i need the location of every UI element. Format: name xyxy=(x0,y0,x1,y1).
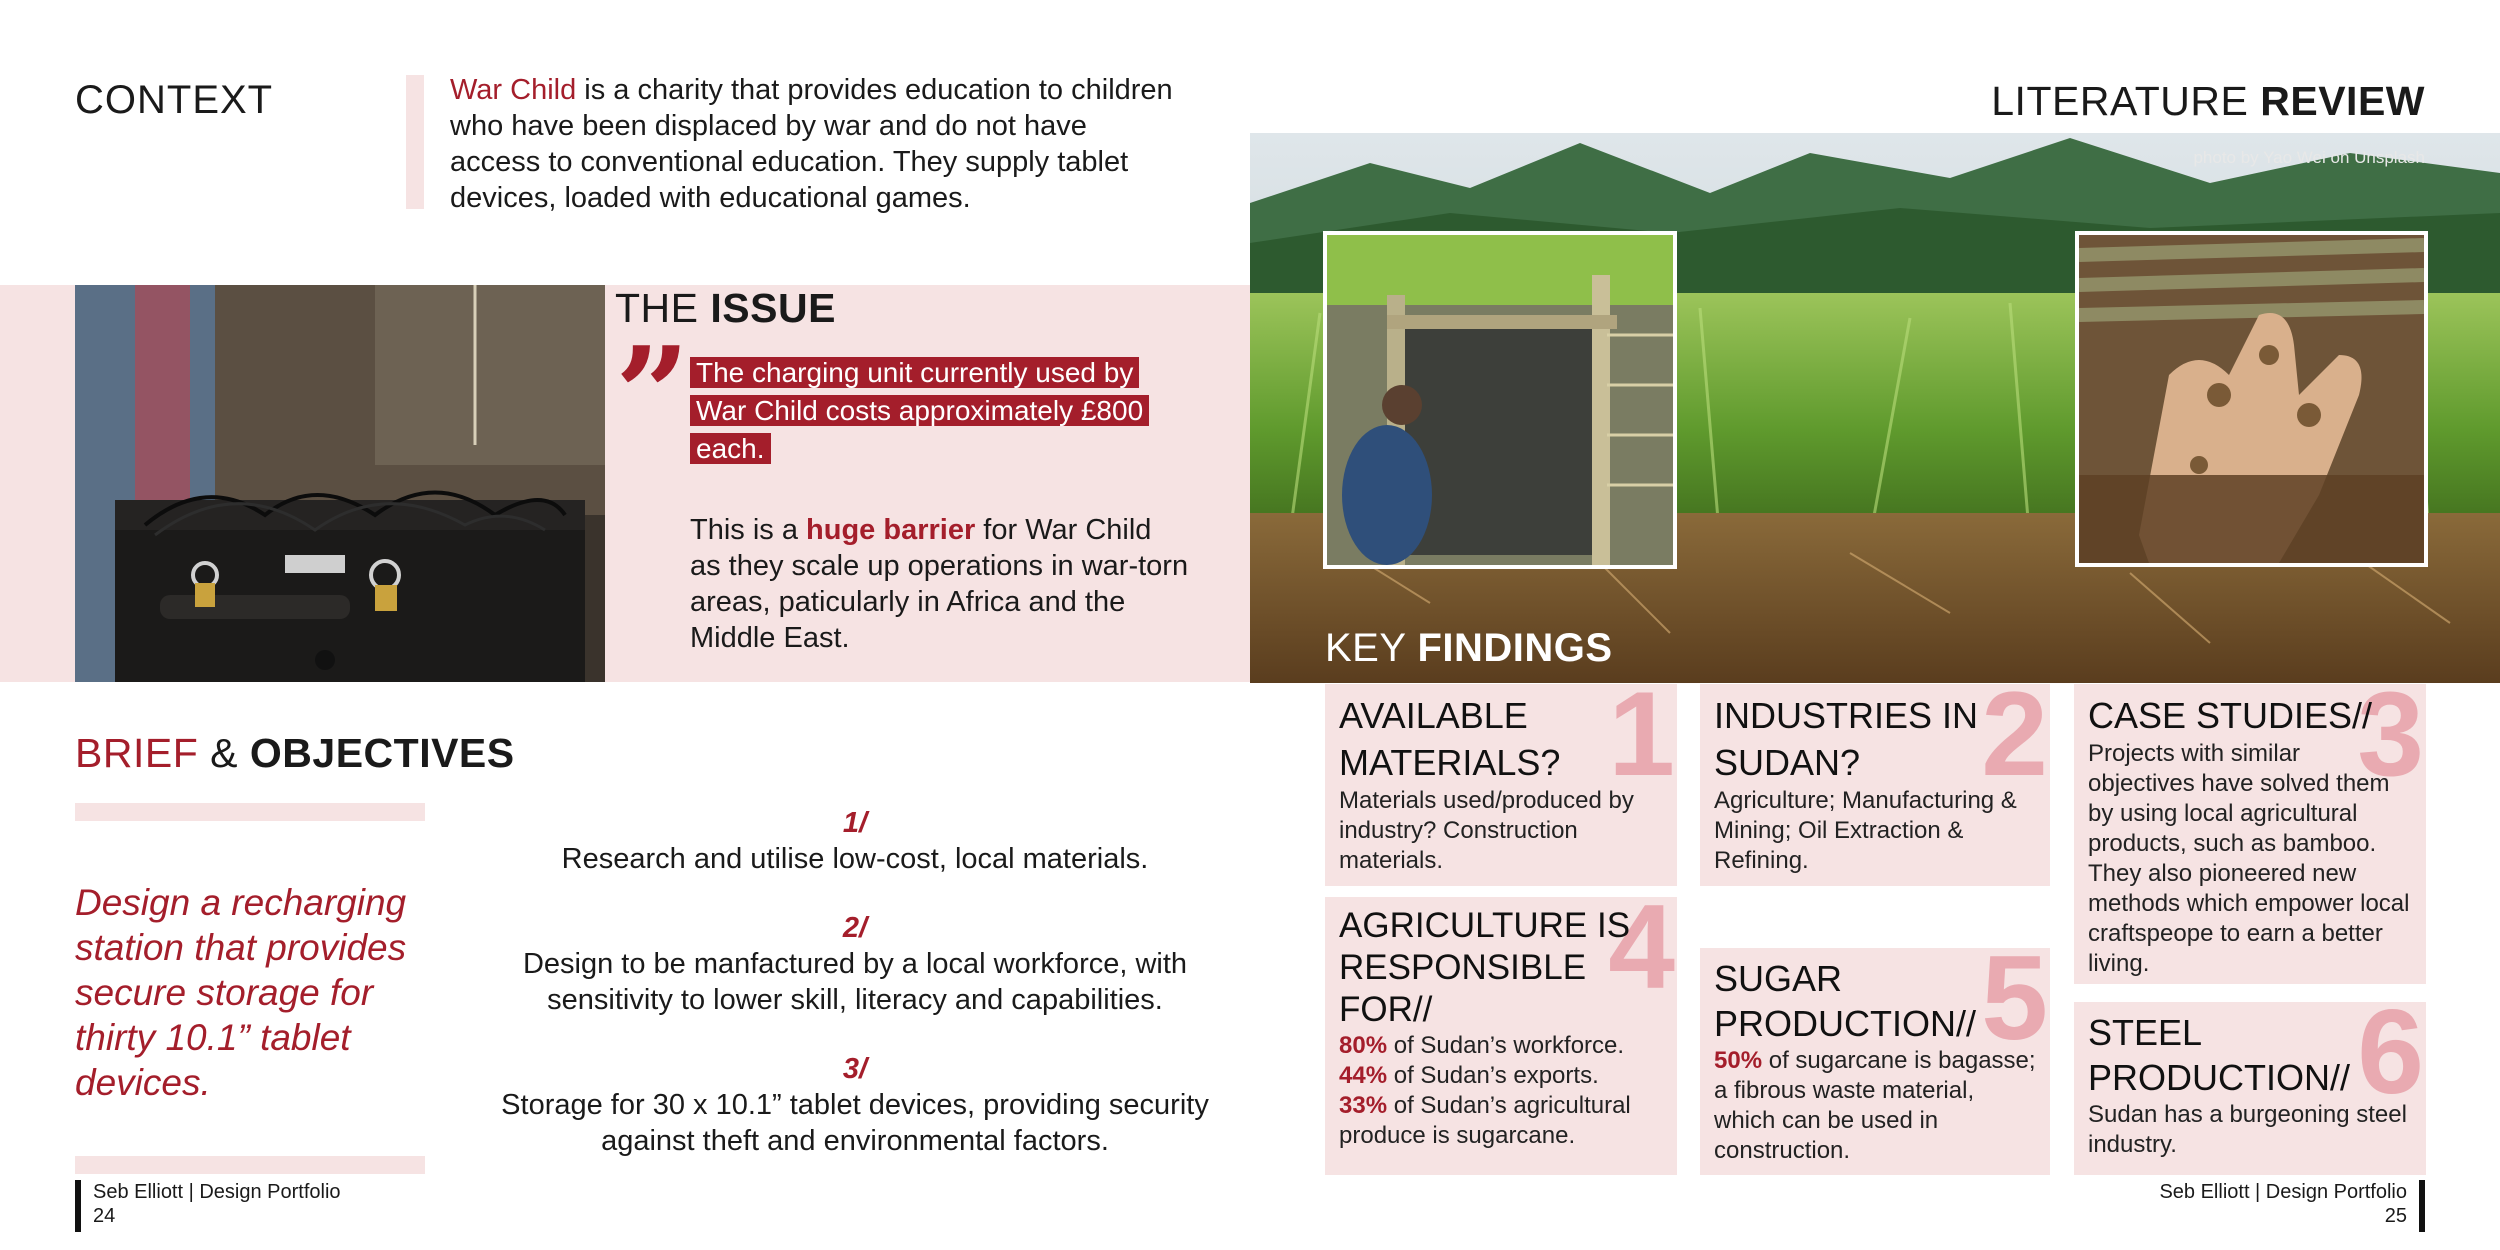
brief-heading-red: BRIEF xyxy=(75,730,199,776)
context-heading: CONTEXT xyxy=(75,78,274,122)
issue-heading-bold: ISSUE xyxy=(710,285,836,331)
mud-wall-photo xyxy=(1323,231,1677,569)
objective-text: Research and utilise low-cost, local materials. xyxy=(561,843,1149,875)
charging-box-photo xyxy=(75,285,605,682)
finding-card-4 xyxy=(1325,897,1677,1175)
finding-body: Sudan has a burgeoning steel industry. xyxy=(2088,1101,2407,1158)
finding-stat xyxy=(1339,1091,1663,1151)
issue-quote-text: The charging unit currently used by War Child costs approximately £800 each. xyxy=(690,357,1149,464)
footer-right xyxy=(2159,1180,2425,1232)
objective-3 xyxy=(440,1051,1270,1159)
issue-text-pre: This is a xyxy=(690,514,807,546)
literature-heading-light: LITERATURE xyxy=(1991,78,2261,124)
stat-text: of Sudan’s workforce. xyxy=(1387,1032,1625,1059)
stat-text: of Sudan’s exports. xyxy=(1387,1062,1599,1089)
footer-left-name: Seb Elliott | Design Portfolio xyxy=(93,1181,341,1203)
quote-mark-icon: ” xyxy=(615,318,690,471)
key-findings-heading xyxy=(1325,626,1613,671)
finding-title: CASE STUDIES// xyxy=(2088,695,2373,736)
brief-accent-bar-top xyxy=(75,803,425,821)
finding-number: 1 xyxy=(1608,684,1675,801)
finding-card-6 xyxy=(2074,1002,2426,1175)
stat-percent: 33% xyxy=(1339,1092,1388,1119)
hand-cob-illustration xyxy=(2079,235,2424,563)
literature-heading-bold: REVIEW xyxy=(2260,78,2425,124)
finding-title: STEEL PRODUCTION// xyxy=(2088,1012,2351,1098)
context-accent-bar xyxy=(406,75,424,209)
context-text: is a charity that provides education to children who have been displaced by war and do not have access to conventional education. They supply tablet devices, loaded with educational games. xyxy=(450,74,1173,214)
charging-box-illustration xyxy=(75,285,605,682)
issue-text-emphasis: huge barrier xyxy=(806,514,976,546)
finding-title: INDUSTRIES IN SUDAN? xyxy=(1714,695,1979,783)
finding-number: 5 xyxy=(1981,948,2048,1065)
finding-card-1 xyxy=(1325,684,1677,886)
finding-body: Agriculture; Manufacturing & Mining; Oil Extraction & Refining. xyxy=(1714,787,2017,874)
footer-right-page-number: 25 xyxy=(2384,1205,2407,1227)
objective-text: Design to be manfactured by a local workforce, with sensitivity to lower skill, literacy and capabilities. xyxy=(522,948,1188,1016)
footer-left xyxy=(75,1180,341,1232)
finding-number: 4 xyxy=(1608,897,1675,1014)
finding-body: Materials used/produced by industry? Construction materials. xyxy=(1339,787,1634,874)
objective-number: 2/ xyxy=(842,912,868,944)
stat-text: of sugarcane is bagasse; a fibrous waste material, which can be used in construction. xyxy=(1714,1047,2036,1164)
finding-body xyxy=(1714,1046,2036,1166)
finding-title: AVAILABLE MATERIALS? xyxy=(1339,695,1561,783)
issue-text-post: for War Child as they scale up operations in war-torn areas, paticularly in Africa and the Middle East. xyxy=(690,514,1189,654)
objective-2 xyxy=(440,910,1270,1018)
finding-stat xyxy=(1339,1061,1663,1091)
literature-review-heading xyxy=(1991,78,2425,125)
stat-percent: 80% xyxy=(1339,1032,1388,1059)
objective-number: 3/ xyxy=(842,1053,868,1085)
finding-card-5 xyxy=(1700,948,2050,1175)
finding-number: 2 xyxy=(1981,684,2048,801)
context-paragraph xyxy=(450,72,1180,216)
finding-body: Projects with similar objectives have solved them by using local agricultural products, such as bamboo. They also pioneered new methods which empower local craftspeope to earn a better living. xyxy=(2088,740,2410,977)
war-child-name: War Child xyxy=(450,74,577,106)
finding-card-2 xyxy=(1700,684,2050,886)
mud-wall-illustration xyxy=(1327,235,1673,565)
footer-left-page-number: 24 xyxy=(93,1205,116,1227)
finding-card-3 xyxy=(2074,684,2426,984)
objective-1 xyxy=(440,805,1270,877)
brief-heading-amp: & xyxy=(198,730,250,776)
brief-accent-bar-bottom xyxy=(75,1156,425,1174)
finding-title: AGRICULTURE IS RESPONSIBLE FOR// xyxy=(1339,906,1631,1029)
issue-quote xyxy=(690,354,1175,468)
key-findings-heading-light: KEY xyxy=(1325,626,1418,670)
objective-text: Storage for 30 x 10.1” tablet devices, providing security against theft and environmental factors. xyxy=(501,1089,1209,1157)
design-statement: Design a recharging station that provides secure storage for thirty 10.1” tablet devices. xyxy=(75,882,407,1103)
brief-heading-bold: OBJECTIVES xyxy=(249,730,515,776)
objective-number: 1/ xyxy=(842,807,868,839)
finding-stat xyxy=(1339,1031,1663,1061)
issue-heading-light: THE xyxy=(615,285,711,331)
key-findings-heading-bold: FINDINGS xyxy=(1417,626,1613,670)
finding-title: SUGAR PRODUCTION// xyxy=(1714,958,1977,1044)
photo-credit: photo by Yao Wei on Unsplash xyxy=(2193,148,2425,167)
stat-percent: 50% xyxy=(1714,1047,1763,1074)
finding-number: 3 xyxy=(2357,684,2424,801)
stat-text: of Sudan’s agricultural produce is sugarcane. xyxy=(1339,1092,1631,1149)
hand-cob-photo xyxy=(2075,231,2428,567)
brief-heading xyxy=(75,730,515,777)
stat-percent: 44% xyxy=(1339,1062,1388,1089)
issue-paragraph xyxy=(690,512,1190,656)
footer-right-name: Seb Elliott | Design Portfolio xyxy=(2159,1181,2407,1203)
finding-number: 6 xyxy=(2357,1002,2424,1119)
